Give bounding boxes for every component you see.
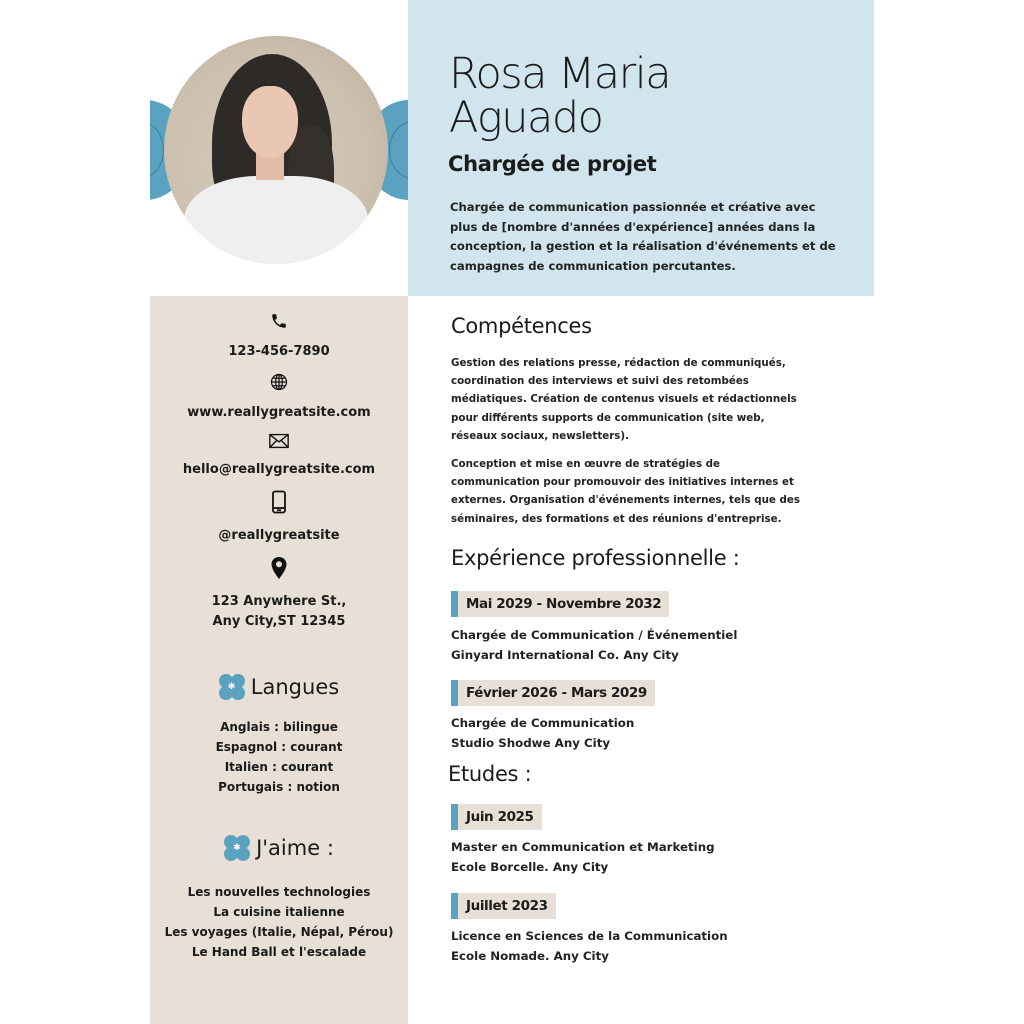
interest-item: Les nouvelles technologies [187, 885, 371, 899]
skills-title: Compétences [451, 314, 592, 338]
education-title: Etudes : [448, 762, 532, 786]
education-school: Ecole Nomade. Any City [451, 949, 609, 963]
globe-icon [150, 372, 408, 392]
skills-paragraph-1: Gestion des relations presse, rédaction de communiqués, coordination des interviews et suivi des retombées médiatiques. Création de contenus visuels et rédactionnels pour différents supports de communication (site web, réseaux sociaux, newsletters). [451, 357, 797, 442]
education-degree: Master en Communication et Marketing [451, 840, 715, 854]
experience-company: Studio Shodwe Any City [451, 736, 611, 750]
skills-paragraph-2: Conception et mise en œuvre de stratégies de communication pour promouvoir des initiatives internes et externes. Organisation d'événements internes, tels que des séminaires, des formations et des réunions d'entreprise. [451, 458, 800, 525]
experience-entry [451, 625, 737, 665]
experience-company: Ginyard International Co. Any City [451, 648, 679, 662]
social-handle[interactable]: @reallygreatsite [218, 528, 340, 543]
experience-dates: Février 2026 - Mars 2029 [466, 685, 647, 701]
languages-title: Langues [250, 675, 340, 699]
mobile-icon [150, 490, 408, 514]
address-line-1: 123 Anywhere St., [211, 594, 347, 609]
education-date-tag [451, 804, 542, 830]
experience-date-tag [451, 680, 655, 706]
experience-dates: Mai 2029 - Novembre 2032 [466, 596, 662, 612]
profile-photo [164, 36, 388, 264]
education-date: Juin 2025 [466, 809, 534, 825]
interest-item: La cuisine italienne [213, 905, 345, 919]
languages-list [150, 717, 408, 797]
interests-heading [150, 835, 408, 861]
name-line-1: Rosa Maria [449, 49, 671, 99]
interest-item: Le Hand Ball et l'escalade [191, 945, 367, 959]
email-link[interactable]: hello@reallygreatsite.com [182, 462, 376, 477]
address-line-2: Any City,ST 12345 [212, 614, 346, 629]
experience-title: Expérience professionnelle : [451, 546, 740, 570]
education-entry [451, 837, 715, 877]
website-link[interactable]: www.reallygreatsite.com [187, 405, 371, 420]
job-title: Chargée de projet [448, 152, 657, 176]
phone-number[interactable]: 123-456-7890 [228, 344, 330, 359]
language-item: Anglais : bilingue [220, 720, 338, 734]
interest-item: Les voyages (Italie, Népal, Pérou) [164, 925, 394, 939]
education-entry [451, 926, 728, 966]
flower-icon: ✱ [224, 835, 250, 861]
education-date-tag [451, 893, 556, 919]
education-date: Juillet 2023 [466, 898, 548, 914]
language-item: Espagnol : courant [215, 740, 343, 754]
location-pin-icon [150, 556, 408, 580]
language-item: Italien : courant [224, 760, 334, 774]
candidate-name [449, 49, 671, 143]
language-item: Portugais : notion [218, 780, 340, 794]
address [150, 592, 408, 632]
name-line-2: Aguado [449, 93, 603, 143]
experience-role: Chargée de Communication [451, 716, 635, 730]
interests-list [150, 882, 408, 962]
education-school: Ecole Borcelle. Any City [451, 860, 609, 874]
languages-heading [150, 674, 408, 700]
experience-entry [451, 713, 634, 753]
education-degree: Licence en Sciences de la Communication [451, 929, 728, 943]
phone-icon [150, 312, 408, 330]
interests-title: J'aime : [256, 836, 334, 860]
profile-summary: Chargée de communication passionnée et créative avec plus de [nombre d'années d'expérience] années dans la conception, la gestion et la réalisation d'événements et de campagnes de communication percutantes. [450, 200, 836, 273]
flower-icon: ✱ [219, 674, 245, 700]
experience-date-tag [451, 591, 669, 617]
envelope-icon [150, 432, 408, 450]
experience-role: Chargée de Communication / Événementiel [451, 628, 738, 642]
